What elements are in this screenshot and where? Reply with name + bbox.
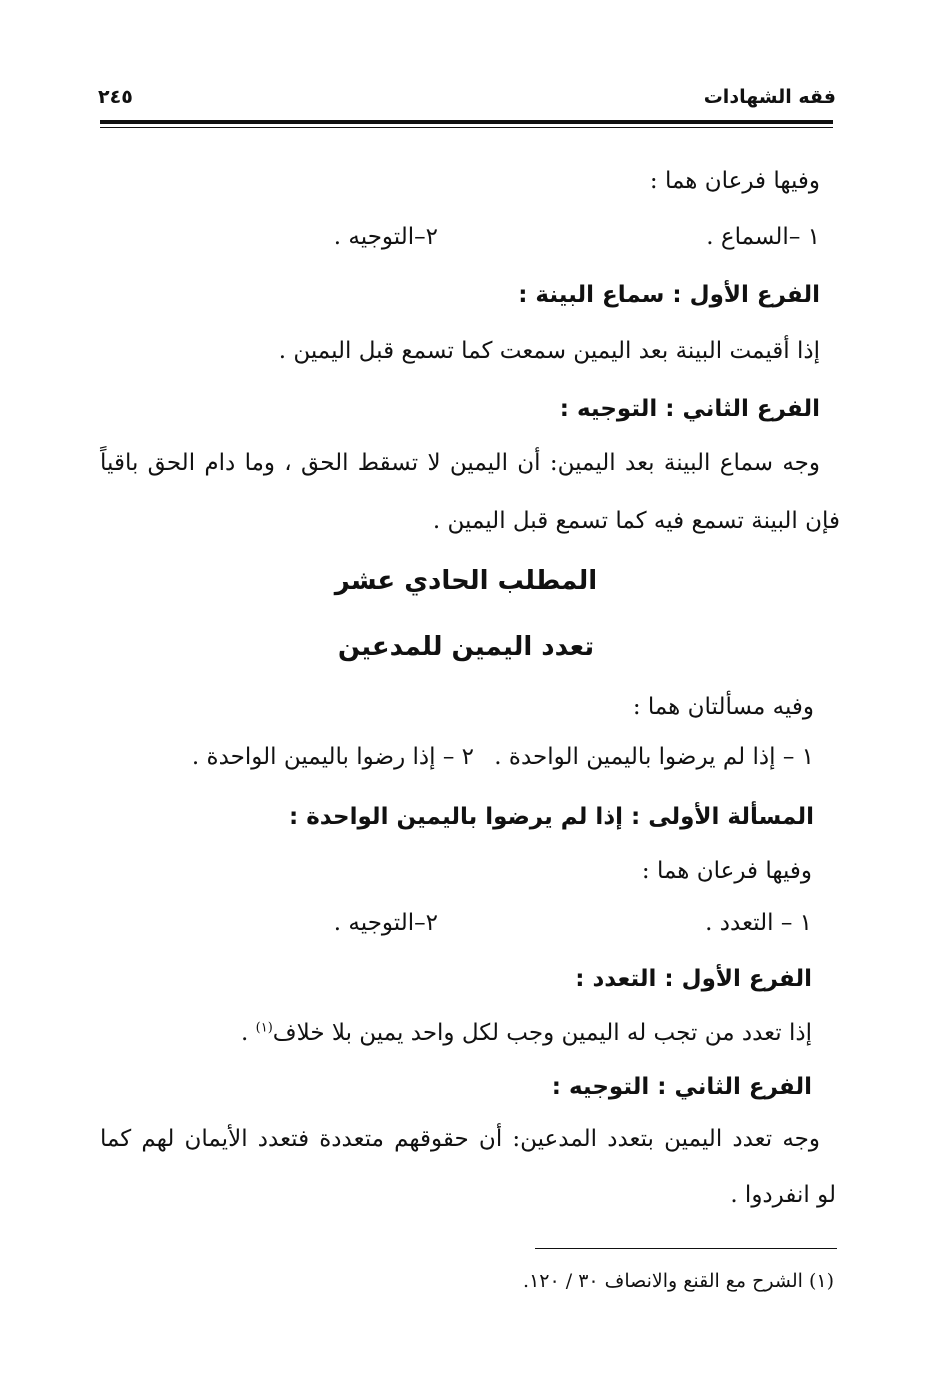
header-rule-thin bbox=[100, 127, 833, 128]
matlab-subtitle: تعدد اليمين للمدعين bbox=[337, 632, 595, 662]
section-intro: وفيها فرعان هما : bbox=[641, 858, 812, 884]
list-item: ١ – التعدد . bbox=[705, 910, 812, 936]
branch-heading: الفرع الثاني : التوجيه : bbox=[559, 396, 820, 422]
page-number: ٢٤٥ bbox=[98, 86, 133, 108]
footnote-separator bbox=[535, 1248, 837, 1249]
branch-heading: الفرع الأول : التعدد : bbox=[575, 966, 812, 992]
paragraph-line: وجه سماع البينة بعد اليمين: أن اليمين لا تسقط الحق ، وما دام الحق باقياً bbox=[100, 450, 820, 476]
paragraph-text: إذا تعدد من تجب له اليمين وجب لكل واحد يمين بلا خلاف bbox=[272, 1020, 812, 1046]
list-item-justification: ٢–التوجيه . bbox=[333, 224, 438, 250]
header-rule-thick bbox=[100, 120, 833, 124]
paragraph: إذا أقيمت البينة بعد اليمين سمعت كما تسمع قبل اليمين . bbox=[278, 338, 820, 364]
paragraph bbox=[241, 1020, 812, 1046]
section-intro: وفيه مسألتان هما : bbox=[632, 694, 814, 720]
list-item-listening: ١ –السماع . bbox=[706, 224, 820, 250]
branch-heading: الفرع الثاني : التوجيه : bbox=[551, 1074, 812, 1100]
matlab-title: المطلب الحادي عشر bbox=[334, 566, 598, 596]
list-item: ١ – إذا لم يرضوا باليمين الواحدة . bbox=[494, 744, 814, 770]
masala-heading: المسألة الأولى : إذا لم يرضوا باليمين الواحدة : bbox=[288, 804, 814, 830]
paragraph-line: لو انفردوا . bbox=[730, 1182, 836, 1208]
branch-heading: الفرع الأول : سماع البينة : bbox=[518, 282, 820, 308]
list-item: ٢ – إذا رضوا باليمين الواحدة . bbox=[191, 744, 474, 770]
list-item: ٢–التوجيه . bbox=[333, 910, 438, 936]
footnote-reference[interactable]: (١) bbox=[255, 1020, 273, 1036]
paragraph-line: وجه تعدد اليمين بتعدد المدعين: أن حقوقهم متعددة فتعدد الأيمان لهم كما bbox=[100, 1126, 820, 1152]
running-header-title: فقه الشهادات bbox=[703, 86, 836, 108]
paragraph-line: فإن البينة تسمع فيه كما تسمع قبل اليمين . bbox=[432, 508, 840, 534]
footnote: (١) الشرح مع القنع والانصاف ٣٠ / ١٢٠. bbox=[523, 1270, 834, 1292]
section-intro: وفيها فرعان هما : bbox=[649, 168, 820, 194]
paragraph-end: . bbox=[241, 1020, 256, 1046]
